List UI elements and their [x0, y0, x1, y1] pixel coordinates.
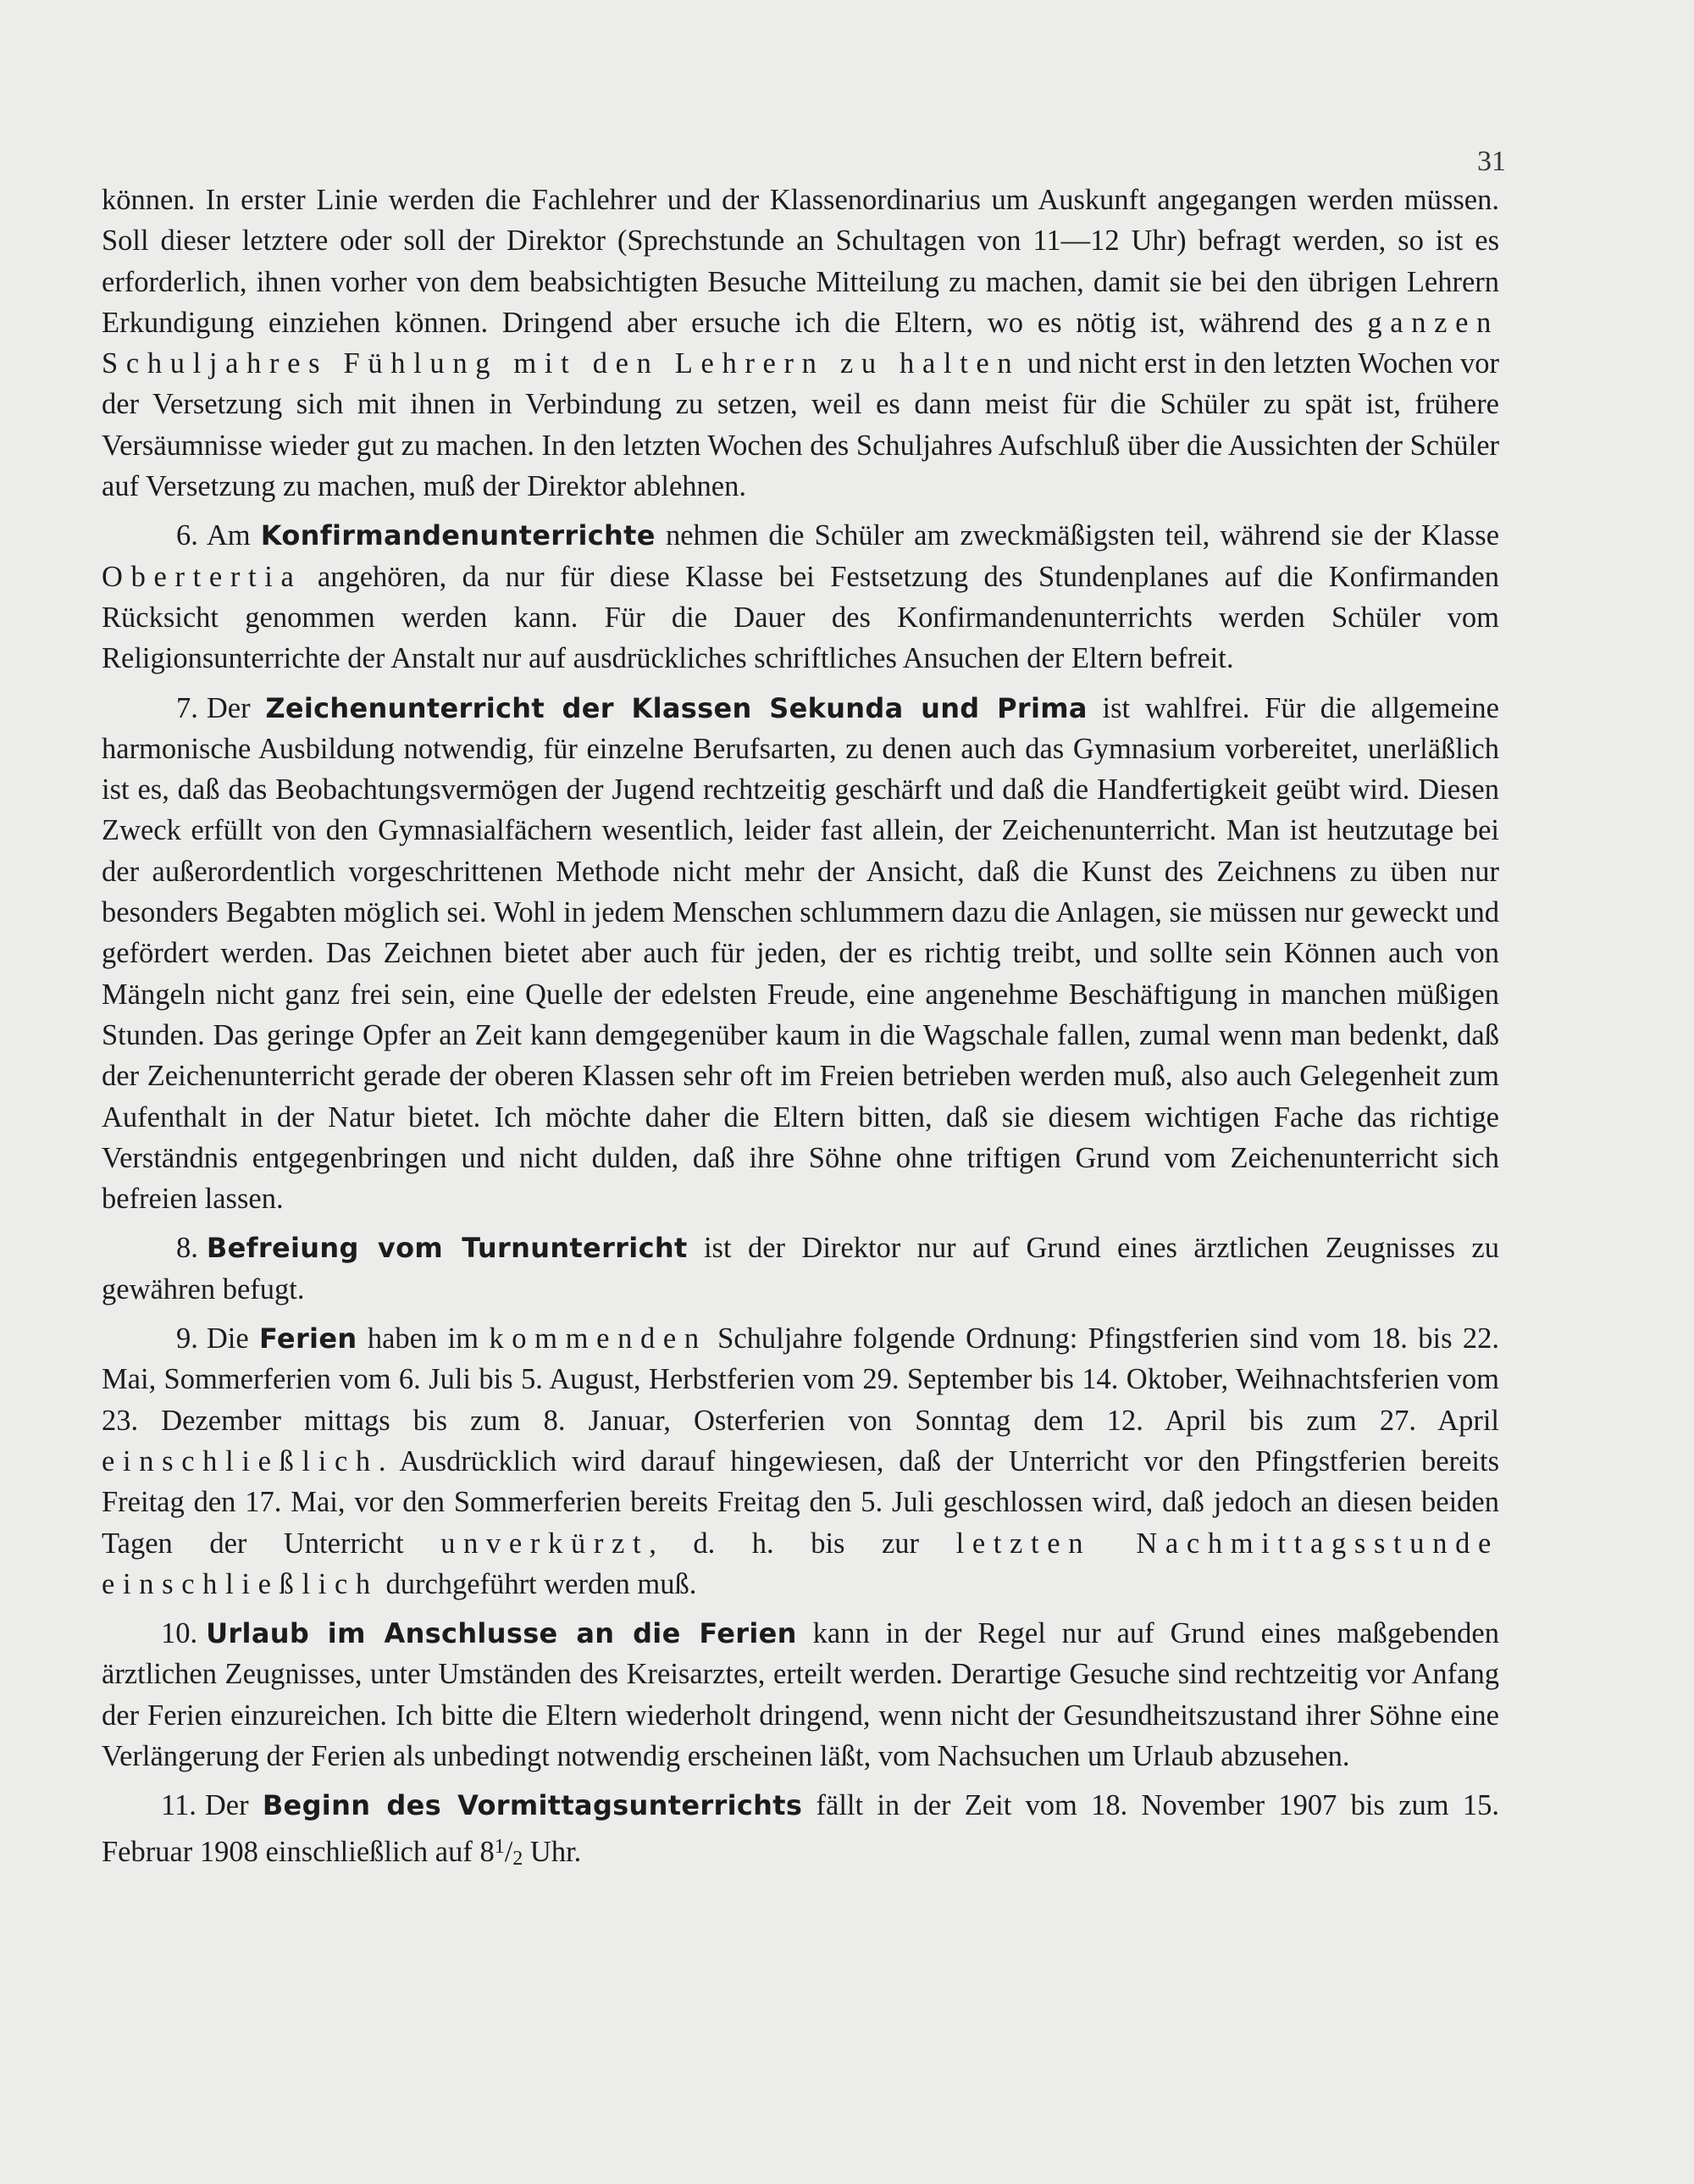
text-run: kann in der Regel nur auf Grund eines maßgebenden ärztlichen Zeugnisses, unter Umständen des Kreisarztes, erteilt werden. Derartige Gesuche sind rechtzeitig vor Anfang der Ferien einzureichen. Ich bitte die Eltern wiederholt dringend, wenn nicht der Gesundheitszustand ihrer Söhne eine Verlängerung der Ferien als unbedingt notwendig erscheinen läßt, vom Nachsuchen um Urlaub abzusehen. [102, 1617, 1499, 1772]
text-run: nehmen die Schüler am zweckmäßigsten teil, während sie der Klasse [655, 519, 1500, 552]
text-run: Am [206, 519, 261, 552]
text-run: haben im [357, 1322, 490, 1355]
bold-heading: Konfirmandenunterrichte [260, 519, 656, 552]
text-run: durchgeführt werden muß. [378, 1567, 697, 1600]
text-run: / [504, 1835, 513, 1868]
bold-heading: Urlaub im Anschlusse an die Ferien [206, 1617, 797, 1650]
paragraph-number: 7. [176, 691, 198, 724]
text-run: können. In erster Linie werden die Fachlehrer und der Klassenordinarius um Auskunft angegangen werden müssen. Soll dieser letztere oder soll der Direktor (Sprechstunde an Schultagen von 11—12 Uhr) befragt werden, so ist es erforderlich, ihnen vorher von dem beabsichtigten Besuche Mitteilung zu machen, damit sie bei den übrigen Lehrern Erkundigung einziehen können. Dringend aber ersuche ich die Eltern, wo es nötig ist, während des [102, 184, 1499, 339]
bold-heading: Beginn des Vormittagsunterrichts [262, 1789, 803, 1822]
paragraph-number: 6. [176, 519, 198, 552]
text-run: Schuljahre folgende Ordnung: Pfingstferien sind vom 18. bis 22. Mai, Sommerferien vom 6. Juli bis 5. August, Herbstferien vom 29. September bis 14. Oktober, Weihnachtsferien vom 23. Dezember mittags bis zum 8. Januar, Osterferien von Sonntag dem 12. April bis zum 27. April [102, 1322, 1499, 1437]
text-run: Die [206, 1322, 260, 1355]
spaced-emphasis: Obertertia [102, 560, 302, 593]
bold-heading: Ferien [259, 1322, 357, 1355]
body-text [102, 180, 1499, 1879]
spaced-emphasis: letzten Nachmittagsstunde einschließlich [102, 1527, 1499, 1600]
paragraph-number: 8. [176, 1232, 198, 1265]
text-run: Der [206, 691, 266, 724]
page-number: 31 [1477, 146, 1506, 177]
paragraph [102, 1228, 1499, 1310]
paragraph [102, 688, 1499, 1220]
text-run: ist wahlfrei. Für die allgemeine harmonische Ausbildung notwendig, für einzelne Berufsarten, zu denen auch das Gymnasium vorbereitet, unerläßlich ist es, daß das Beobachtungsvermögen der Jugend rechtzeitig geschärft und daß die Handfertigkeit geübt wird. Diesen Zweck erfüllt von den Gymnasialfächern wesentlich, leider fast allein, der Zeichenunterricht. Man ist heutzutage bei der außerordentlich vorgeschrittenen Methode nicht mehr der Ansicht, daß die Kunst des Zeichnens zu üben nur besonders Begabten möglich sei. Wohl in jedem Menschen schlummern dazu die Anlagen, sie müssen nur geweckt und gefördert werden. Das Zeichnen bietet aber auch für jeden, der es richtig treibt, und sollte sein Können auch von Mängeln nicht ganz frei sein, eine Quelle der edelsten Freude, eine angenehme Beschäftigung in manchen müßigen Stunden. Das geringe Opfer an Zeit kann demgegenüber kaum in die Wagschale fallen, zumal wenn man bedenkt, daß der Zeichenunterricht gerade der oberen Klassen sehr oft im Freien betrieben werden muß, also auch Gelegenheit zum Aufenthalt in der Natur bietet. Ich möchte daher die Eltern bitten, daß sie diesem wichtigen Fache das richtige Verständnis entgegenbringen und nicht dulden, daß ihre Söhne ohne triftigen Grund vom Zeichenunterricht sich befreien lassen. [102, 691, 1499, 1216]
paragraph-number: 10. [161, 1617, 198, 1650]
paragraph-number: 9. [176, 1322, 198, 1355]
text-run: angehören, da nur für diese Klasse bei Festsetzung des Stundenplanes auf die Konfirmanden Rücksicht genommen werden kann. Für die Dauer des Konfirmandenunterrichts werden Schüler vom Religionsunterrichte der Anstalt nur auf ausdrückliches schriftliches Ansuchen der Eltern befreit. [102, 560, 1499, 675]
text-run: Der [204, 1789, 263, 1822]
paragraph [102, 1318, 1499, 1605]
spaced-emphasis: unverkürzt [440, 1527, 650, 1560]
paragraph [102, 1785, 1499, 1879]
paragraph-number: 11. [161, 1789, 197, 1822]
fraction-numerator: 1 [494, 1835, 505, 1858]
spaced-emphasis: ganzen Schuljahres Fühlung mit den Lehrern zu halten [102, 306, 1499, 380]
spaced-emphasis: einschließlich [102, 1444, 379, 1477]
text-run: fällt in der Zeit vom 18. November 1907 bis zum 15. Februar 1908 einschließlich auf 8 [102, 1789, 1499, 1868]
bold-heading: Zeichenunterricht der Klassen Sekunda und Prima [265, 691, 1088, 724]
text-run: , d. h. bis zur [649, 1527, 956, 1560]
paragraph [102, 180, 1499, 507]
bold-heading: Befreiung vom Turnunterricht [206, 1232, 688, 1265]
fraction-denominator: 2 [512, 1847, 523, 1870]
text-run: ist der Direktor nur auf Grund eines ärztlichen Zeugnisses zu gewähren befugt. [102, 1232, 1499, 1305]
text-run: Uhr. [523, 1835, 582, 1868]
text-run: und nicht erst in den letzten Wochen vor der Versetzung sich mit ihnen in Verbindung zu setzen, weil es dann meist für die Schüler zu spät ist, frühere Versäumnisse wieder gut zu machen. In den letzten Wochen des Schuljahres Aufschluß über die Aussichten der Schüler auf Versetzung zu machen, muß der Direktor ablehnen. [102, 347, 1499, 503]
paragraph [102, 1613, 1499, 1777]
paragraph [102, 515, 1499, 679]
spaced-emphasis: kommenden [489, 1322, 707, 1355]
text-run: . Ausdrücklich wird darauf hingewiesen, daß der Unterricht vor den Pfingstferien bereits Freitag den 17. Mai, vor den Sommerferien bereits Freitag den 5. Juli geschlossen wird, daß jedoch an diesen beiden Tagen der Unterricht [102, 1444, 1499, 1560]
